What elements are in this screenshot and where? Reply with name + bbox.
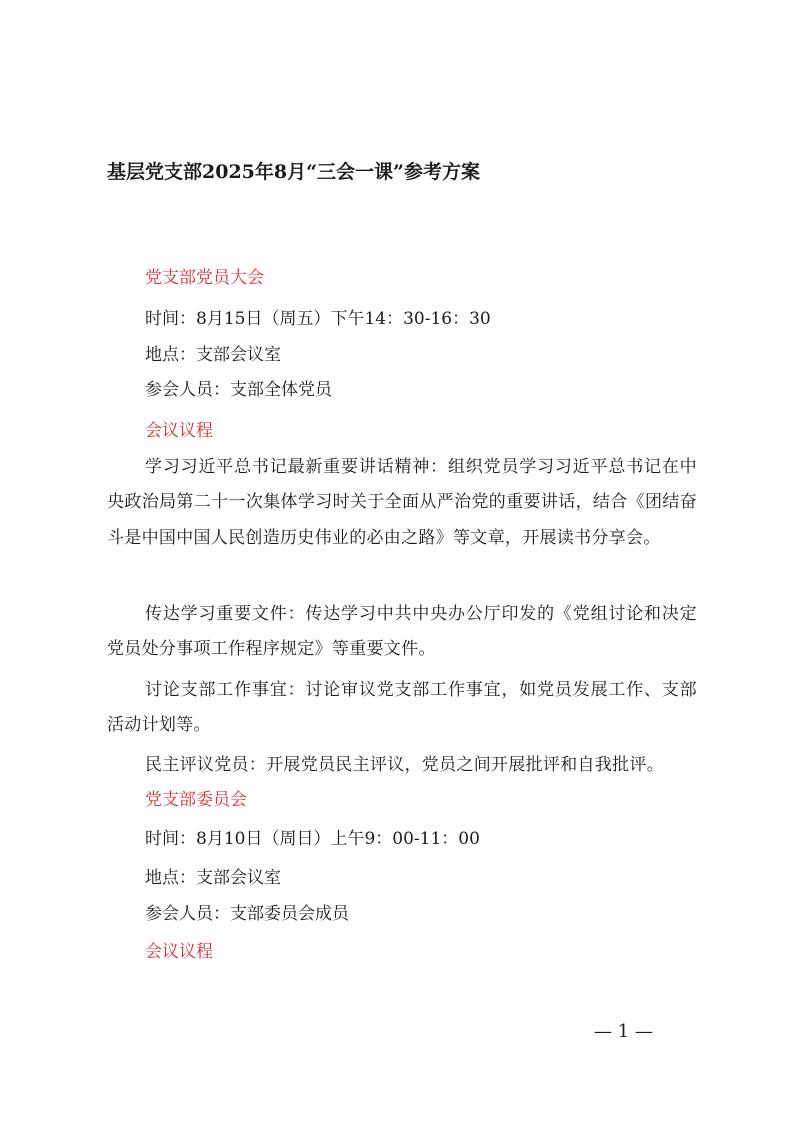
agenda-item: 传达学习重要文件：传达学习中共中央办公厅印发的《党组讨论和决定党员处分事项工作程序规定》等重要文件。 xyxy=(107,604,697,660)
meeting-attendees: 参会人员：支部委员会成员 xyxy=(145,904,349,924)
meeting-time: 时间：8月15日（周五）下午14：30-16：30 xyxy=(145,309,491,329)
section-heading-committee-meeting: 党支部委员会 xyxy=(145,790,247,810)
agenda-heading: 会议议程 xyxy=(145,421,213,441)
agenda-heading: 会议议程 xyxy=(145,942,213,962)
agenda-item: 讨论支部工作事宜：讨论审议党支部工作事宜，如党员发展工作、支部活动计划等。 xyxy=(107,680,697,736)
agenda-item: 民主评议党员：开展党员民主评议，党员之间开展批评和自我批评。 xyxy=(145,755,664,775)
document-title: 基层党支部2025年8月“三会一课”参考方案 xyxy=(107,161,480,183)
meeting-attendees: 参会人员：支部全体党员 xyxy=(145,380,332,400)
meeting-time: 时间：8月10日（周日）上午9：00-11：00 xyxy=(145,829,480,849)
meeting-place: 地点：支部会议室 xyxy=(145,868,281,888)
section-heading-general-meeting: 党支部党员大会 xyxy=(145,268,264,288)
page-number: — 1 — xyxy=(594,1021,653,1042)
meeting-place: 地点：支部会议室 xyxy=(145,345,281,365)
agenda-item: 学习习近平总书记最新重要讲话精神：组织党员学习习近平总书记在中央政治局第二十一次集体学习时关于全面从严治党的重要讲话，结合《团结奋斗是中国中国人民创造历史伟业的必由之路》等文章，开展读书分享会。 xyxy=(107,457,697,548)
